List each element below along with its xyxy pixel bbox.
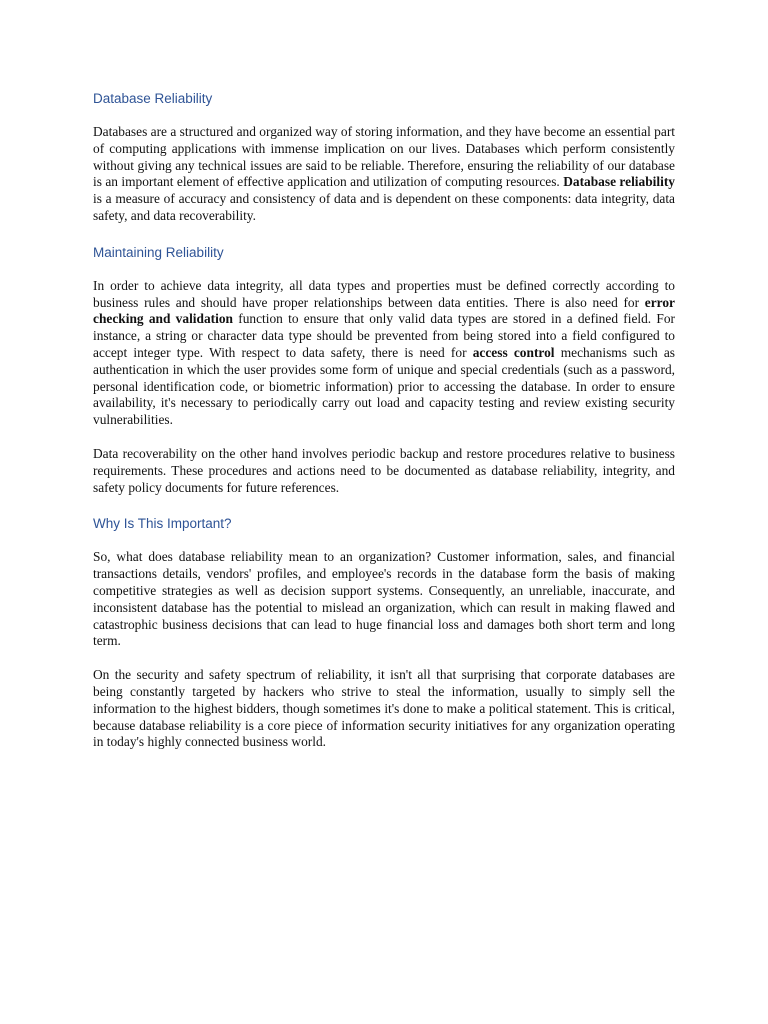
heading-why-important: Why Is This Important? — [93, 516, 232, 532]
text-run: In order to achieve data integrity, all data types and properties must be defined correctly according to business rules and should have proper relationships between data entities. There is also need for — [93, 277, 675, 310]
text-run: mechanisms such as authentication in which the user provides some form of unique and special credentials (such as a password, personal identification code, or biometric information) prior to accessing the database. In order to ensure availability, it's necessary to periodically carry out load and capacity testing and review existing security vulnerabilities. — [93, 344, 675, 428]
heading-maintaining-reliability: Maintaining Reliability — [93, 244, 224, 260]
bold-term-database-reliability: Database reliability — [563, 174, 675, 190]
document-page — [93, 88, 675, 751]
paragraph-security-spectrum: On the security and safety spectrum of reliability, it isn't all that surprising that corporate databases are being constantly targeted by hackers who strive to steal the information, usually to simply sell the information to the highest bidders, though sometimes it's done to make a political statement. This is critical, because database reliability is a core piece of information security initiatives for any organization operating in today's highly connected business world. — [93, 667, 675, 750]
text-run: Databases are a structured and organized way of storing information, and they have become an essential part of computing applications with immense implication on our lives. Databases which perform consistently without giving any technical issues are said to be reliable. Therefore, ensuring the reliability of our database is an important element of effective application and utilization of computing resources. — [93, 124, 675, 190]
paragraph-intro — [93, 124, 675, 225]
paragraph-data-recoverability: Data recoverability on the other hand involves periodic backup and restore procedures relative to business requirements. These procedures and actions need to be documented as database reliability, integrity, and safety policy documents for future references. — [93, 445, 675, 495]
paragraph-organization-meaning: So, what does database reliability mean to an organization? Customer information, sales, and financial transactions details, vendors' profiles, and employee's records in the database form the basis of making competitive strategies as well as decision support systems. Consequently, an unreliable, inaccurate, and inconsistent database has the potential to mislead an organization, which can result in making flawed and catastrophic business decisions that can lead to huge financial loss and damages both short term and long term. — [93, 549, 675, 649]
paragraph-data-integrity — [93, 278, 675, 429]
bold-term-error-checking: error checking and validation — [93, 294, 675, 327]
text-run: function to ensure that only valid data types are stored in a defined field. For instance, a string or character data type should be prevented from being stored into a field configured to accept integer type. With respect to data safety, there is need for — [93, 311, 675, 360]
bold-term-access-control: access control — [472, 344, 555, 360]
heading-database-reliability: Database Reliability — [93, 91, 213, 106]
text-run: is a measure of accuracy and consistency of data and is dependent on these components: data integrity, data safety, and data recoverability. — [93, 191, 675, 223]
